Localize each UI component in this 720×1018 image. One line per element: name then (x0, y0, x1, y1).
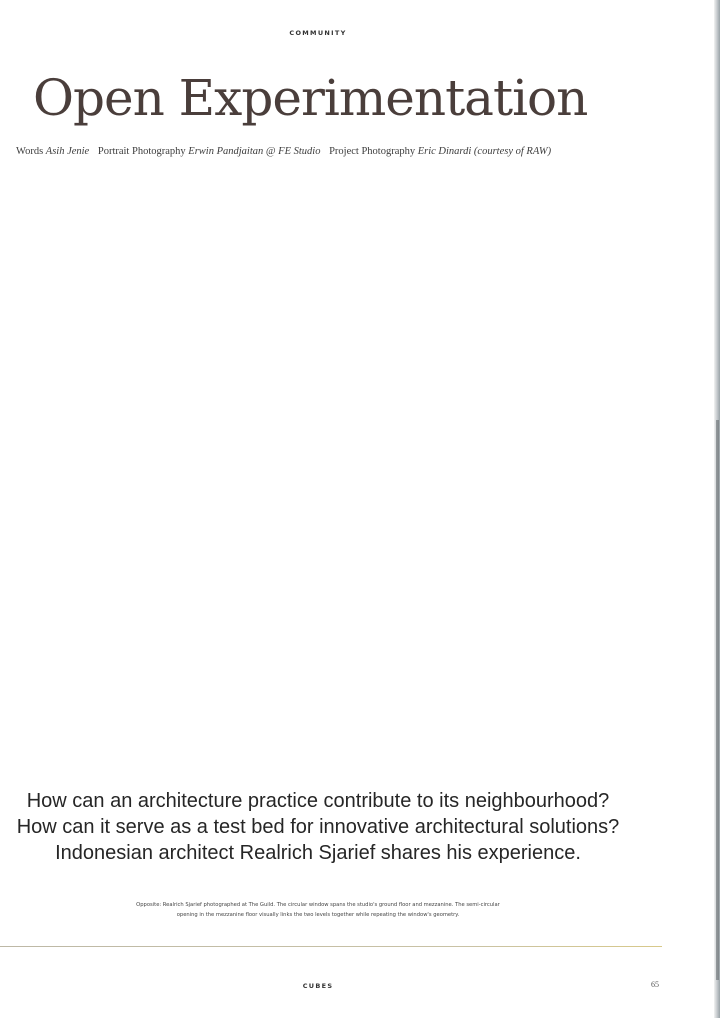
standfirst-line: Indonesian architect Realrich Sjarief shares his experience. (55, 842, 581, 864)
caption-line: Opposite: Realrich Sjarief photographed at The Guild. The circular window spans the studio's ground floor and mezzanine. The semi-circular (136, 902, 500, 908)
standfirst-line: How can an architecture practice contribute to its neighbourhood? (26, 790, 610, 812)
standfirst (0, 788, 636, 866)
article-title: Open Experimentation (33, 69, 588, 127)
photo-caption (40, 900, 596, 920)
project-name: Eric Dinardi (courtesy of RAW) (417, 146, 552, 157)
standfirst-line: How can it serve as a test bed for innovative architectural solutions? (16, 816, 620, 838)
caption-line: opening in the mezzanine floor visually links the two levels together while repeating the window's geometry. (176, 912, 460, 918)
section-label: COMMUNITY (289, 29, 347, 37)
words-label: Words (16, 146, 44, 157)
page-number: 65 (651, 980, 659, 989)
magazine-name: CUBES (302, 982, 334, 990)
portrait-name: Erwin Pandjaitan @ FE Studio (188, 146, 321, 157)
article-credits (16, 146, 551, 157)
portrait-label: Portrait Photography (97, 146, 186, 157)
page-edge-binding (716, 420, 719, 980)
words-name: Asih Jenie (45, 146, 90, 157)
project-label: Project Photography (329, 146, 416, 157)
footer-divider (0, 946, 662, 947)
